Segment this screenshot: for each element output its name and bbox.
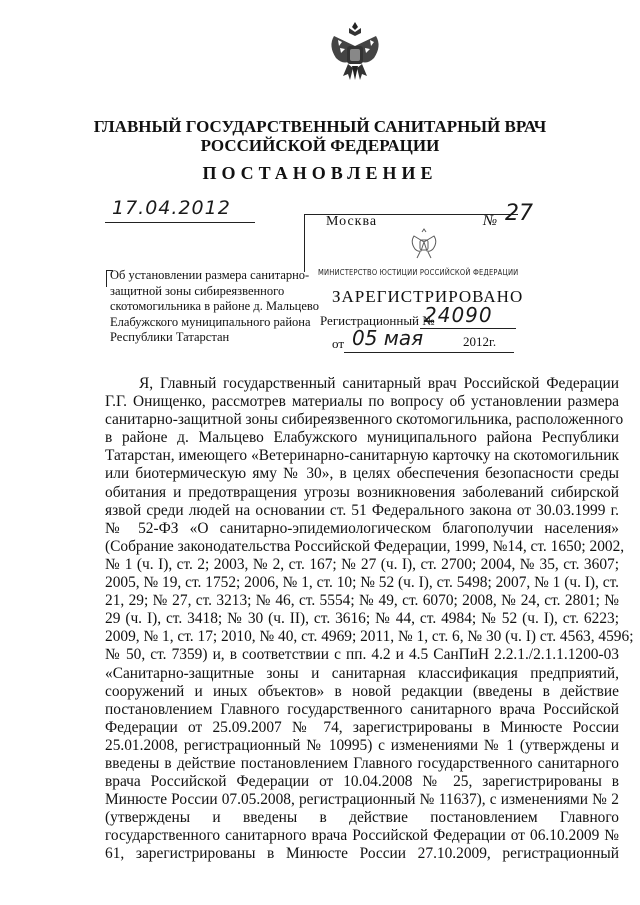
document-date-handwritten: 17.04.2012	[112, 197, 231, 219]
subject-line: скотомогильника в районе д. Мальцево	[110, 299, 319, 314]
body-line: в районе д. Мальцево Елабужского муниципального района Республики	[105, 429, 619, 447]
stamp-reg-label: Регистрационный №	[320, 313, 435, 328]
body-line: постановлением Главного государственного санитарного врача Российской	[105, 700, 619, 718]
body-line: № 52-ФЗ «О санитарно-эпидемиологическом благополучии населения»	[105, 519, 619, 537]
body-line: обитания и предотвращения угрозы возникновения заболеваний сибирской	[105, 483, 619, 501]
coat-of-arms-icon	[326, 18, 384, 86]
body-line: Г.Г. Онищенко, рассмотрев материалы по вопросу об установлении размера	[105, 393, 619, 411]
body-line: Татарстан, имеющего «Ветеринарно-санитарную карточку на скотомогильник	[105, 447, 619, 465]
body-line: (Собрание законодательства Российской Федерации, 1999, №14, ст. 1650; 2002,	[105, 537, 625, 555]
body-line: 29 (ч. I), ст. 3418; № 30 (ч. II), ст. 3616; № 44, ст. 4984; № 52 (ч. I), ст. 6223;	[105, 610, 619, 628]
stamp-status: ЗАРЕГИСТРИРОВАНО	[332, 287, 524, 306]
body-line: 2005, № 19, ст. 1752; 2006, № 1, ст. 10; № 52 (ч. I), ст. 5498; 2007, № 1 (ч. I), ст.	[105, 574, 619, 592]
stamp-reg-date: 05 мая	[352, 326, 424, 350]
subject-line: Об установлении размера санитарно-	[110, 268, 310, 282]
document-subject	[110, 268, 325, 346]
body-line: 2009, № 1, ст. 17; 2010, № 40, ст. 4969; 2011, № 1, ст. 6, № 30 (ч. I) ст. 4563, 4596;	[105, 628, 634, 646]
date-underline	[105, 222, 255, 223]
body-line: введены в действие постановлением Главного государственного санитарного	[105, 754, 619, 772]
issue-city: Москва	[326, 214, 378, 229]
stamp-reg-year: 2012г.	[463, 334, 497, 349]
body-line: язвой среди людей на основании ст. 51 Федерального закона от 30.03.1999 г.	[105, 501, 619, 519]
body-line: государственного санитарного врача Российской Федерации от 06.10.2009 №	[105, 827, 619, 845]
document-number-label: №	[483, 213, 498, 229]
body-line: 61, зарегистрированы в Минюсте России 27.10.2009, регистрационный	[105, 845, 619, 863]
body-line: «Санитарно-защитные зоны и санитарная классификация предприятий,	[105, 664, 619, 682]
stamp-from-label: от	[332, 336, 345, 351]
body-line: № 1 (ч. I), ст. 2; 2003, № 2, ст. 167; № 27 (ч. I), ст. 2700; 2004, № 35, ст. 3607;	[105, 555, 619, 573]
subject-line: Елабужского муниципального района	[110, 314, 311, 329]
body-line: сооружений и иных объектов» в новой редакции (введены в действие	[105, 682, 619, 700]
document-body	[105, 375, 634, 864]
body-line: (утверждены и введены в действие постановлением Главного	[105, 809, 619, 827]
body-line: 25.01.2008, регистрационный № 10995) с изменениями № 1 (утверждены и	[105, 736, 619, 754]
issuer-title-line1: ГЛАВНЫЙ ГОСУДАРСТВЕННЫЙ САНИТАРНЫЙ ВРАЧ	[93, 117, 547, 136]
body-line: 21, 29; № 27, ст. 3213; № 46, ст. 5554; № 49, ст. 6070; 2008, № 24, ст. 2801; №	[105, 592, 619, 610]
issuer-title-line2: РОССИЙСКОЙ ФЕДЕРАЦИИ	[200, 136, 440, 155]
body-line: № 50, ст. 7359) и, в соответствии с пп. 4.2 и 4.5 СанПиН 2.2.1./2.1.1.1200-03	[105, 646, 619, 664]
document-number-handwritten: 27	[505, 201, 533, 226]
stamp-ministry: МИНИСТЕРСТВО ЮСТИЦИИ РОССИЙСКОЙ ФЕДЕРАЦИИ	[318, 268, 519, 277]
body-line: врача Российской Федерации от 10.04.2008 № 25, зарегистрированы в	[105, 773, 619, 791]
subject-line: защитной зоны сибиреязвенного	[110, 283, 285, 298]
body-line: Я, Главный государственный санитарный врач Российской Федерации	[139, 375, 619, 392]
subject-line: Республики Татарстан	[110, 330, 230, 345]
reg-date-underline	[344, 352, 514, 353]
body-line: Минюсте России 07.05.2008, регистрационный № 11637), с изменениями № 2	[105, 791, 619, 809]
stamp-border-left	[304, 214, 305, 272]
stamp-reg-number: 24090	[424, 303, 493, 327]
body-line: или биотермическую яму № 30», в целях обеспечения безопасности среды	[105, 465, 619, 483]
body-line: санитарно-защитной зоны сибиреязвенного скотомогильника, расположенного	[105, 411, 624, 429]
document-type: ПОСТАНОВЛЕНИЕ	[202, 163, 438, 183]
stamp-emblem-icon	[410, 228, 438, 260]
reg-number-underline	[420, 328, 516, 329]
body-line: Федерации от 25.09.2007 № 74, зарегистрированы в Минюсте России	[105, 718, 619, 736]
